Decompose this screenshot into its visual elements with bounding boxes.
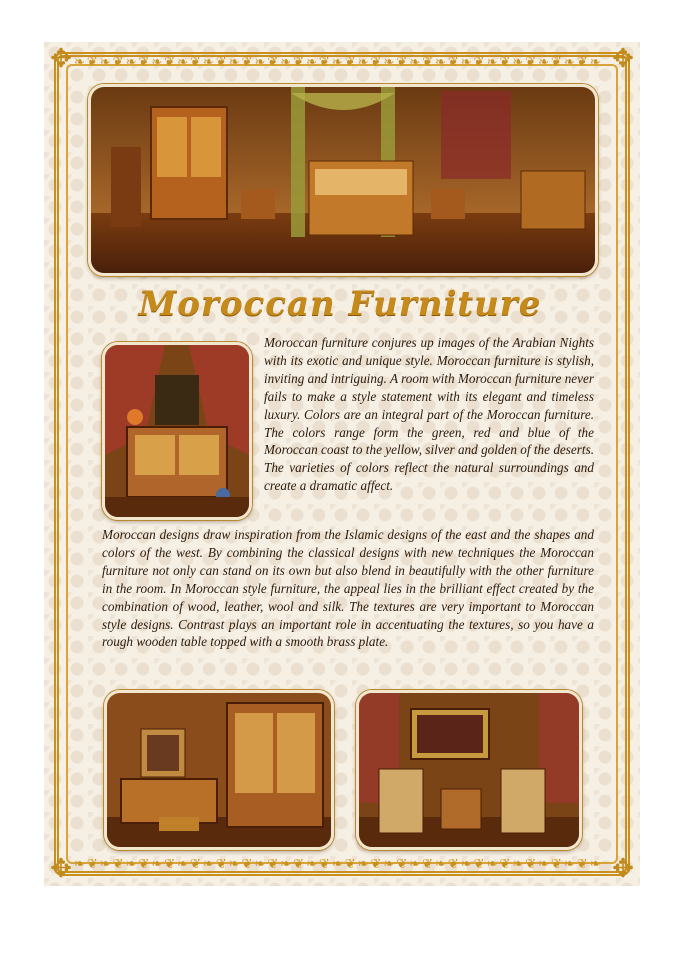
- cabinet-photo: [102, 342, 252, 520]
- bedroom-photo: [88, 84, 598, 276]
- dresser-armoire-photo: [104, 690, 334, 850]
- corner-ornament-icon: ✥: [612, 854, 634, 884]
- intro-paragraph: Moroccan furniture conjures up images of the Arabian Nights with its exotic and unique style. Moroccan furniture is stylish, inviting and intriguing. A room with Moroccan furniture never fails to make a style statement with its elegant and timeless luxury. Colors are an integral part of the Moroccan furniture. The colors range form the green, red and blue of the Moroccan coast to the yellow, silver and golden of the deserts. The varieties of colors reflect the natural surroundings and create a dramatic affect.: [264, 335, 594, 494]
- chairs-table-photo: [356, 690, 582, 850]
- bottom-scroll-ornament: ❧❦❧❦❧❦❧❦❧❦❧❦❧❦❧❦❧❦❧❦❧❦❧❦❧❦❧❦❧❦❧❦❧❦❧❦❧❦❧❦❧: [74, 858, 603, 872]
- corner-ornament-icon: ✥: [50, 854, 72, 884]
- top-scroll-ornament: ❧❦❧❦❧❦❧❦❧❦❧❦❧❦❧❦❧❦❧❦❧❦❧❦❧❦❧❦❧❦❧❦❧❦❧❦❧❦❧❦❧: [74, 56, 603, 70]
- corner-ornament-icon: ✥: [50, 44, 72, 74]
- design-paragraph: Moroccan designs draw inspiration from the Islamic designs of the east and the shapes and colors of the west. By combining the classical designs with new techniques the Moroccan furniture not only can stand on its own but also blend in beautifully with the other furniture in the room. In Moroccan style furniture, the appeal lies in the brilliant effect created by the combination of wood, leather, wool and silk. The textures are very important to Moroccan style designs. Contrast plays an important role in accentuating the textures, so you have a rough wooden table topped with a smooth brass plate.: [102, 527, 594, 650]
- page-title: Moroccan Furniture: [138, 284, 542, 324]
- corner-ornament-icon: ✥: [612, 44, 634, 74]
